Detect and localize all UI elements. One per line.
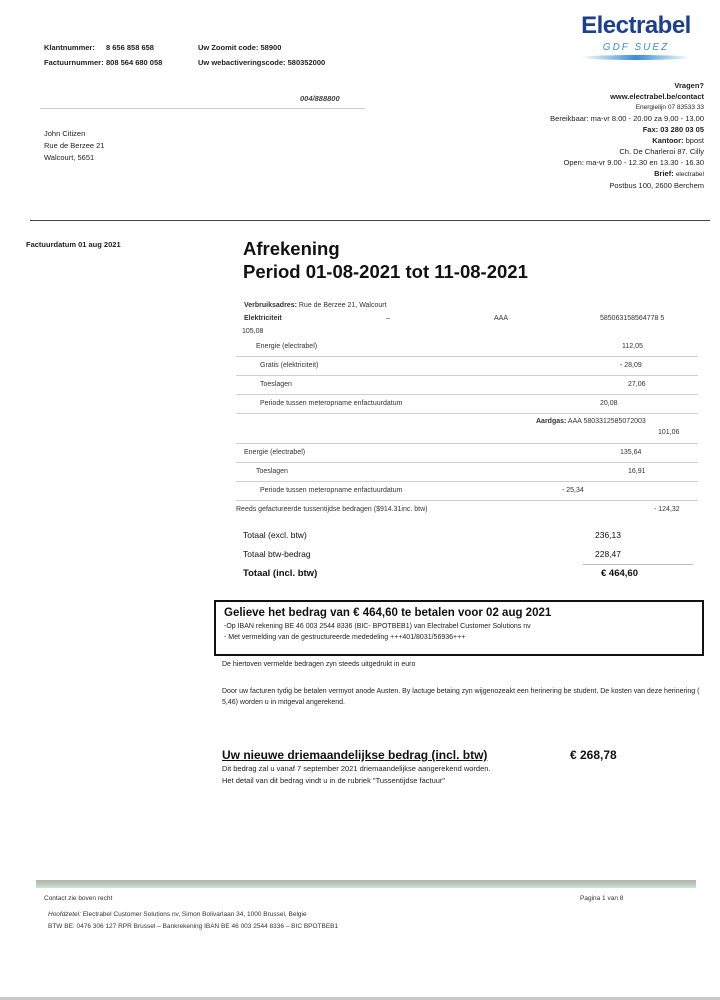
row-label: Reeds gefactureerde tussentijdse bedragen ($914.31inc. btw) <box>236 506 428 513</box>
row-label: Gratis (elektriciteit) <box>260 362 319 369</box>
bereikbaar: Bereikbaar: ma-vr 8.00 - 20.00 za 9.00 - 13.00 <box>550 114 704 123</box>
elec-label: Elektriciteit <box>244 315 282 322</box>
euro-note: De hiertoven vermelde bedragen zyn steeds uitgedrukt in euro <box>222 661 416 668</box>
footer-bar <box>36 880 696 888</box>
invoice-title <box>243 237 528 283</box>
divider <box>40 108 365 109</box>
row-label: Periode tussen meteropname enfactuurdatum <box>260 400 403 407</box>
btw-bank-info: BTW BE: 0476 306 127 RPR Brussel – Bankrekening IBAN BE 46 003 2544 8336 – BIC BPOTBEB1 <box>48 923 339 930</box>
recipient-city: Walcourt, 5651 <box>44 153 95 162</box>
gas-code: AAA <box>567 418 582 425</box>
line-items <box>236 300 698 520</box>
row-value: - 28,09 <box>620 362 642 369</box>
row-value: 27,06 <box>628 381 646 388</box>
klantnummer-label: Klantnummer: <box>44 43 95 52</box>
payment-reference: - Met vermelding van de gestructureerde mededeling +++401/8031/56936+++ <box>224 634 466 641</box>
elec-code: AAA <box>494 315 509 322</box>
table-row <box>236 395 698 414</box>
recipient-name: John Citizen <box>44 129 86 138</box>
logo-brand: Electrabel <box>581 12 691 39</box>
webactivering-label: Uw webactiveringscode: <box>198 58 286 67</box>
total-incl-value: € 464,60 <box>601 568 638 579</box>
page-number: Pagina 1 van 8 <box>580 895 624 902</box>
row-label: Toeslagen <box>256 468 288 475</box>
fax: Fax: 03 280 03 05 <box>642 125 704 134</box>
row-label: Periode tussen meteropname enfactuurdatum <box>260 487 403 494</box>
contact-block <box>484 80 704 191</box>
row-label: Toeslagen <box>260 381 292 388</box>
kantoor-label: Kantoor: <box>652 136 684 145</box>
page-title: Afrekening <box>243 238 340 259</box>
energielijn: Energielijn 07 83533 33 <box>635 104 704 111</box>
zoomit-label: Uw Zoomit code: <box>198 43 259 52</box>
reminder-note: Door uw facturen tydig be betalen vermyot anode Austen. By lactuge betaing zyn wijgenozeakt een herinering be student. De kosten van deze herinering ( 5,46) worden u in mitgeval angerekend. <box>222 688 700 706</box>
total-btw-row <box>243 545 693 564</box>
gas-ean: 5803312585072003 <box>583 418 646 425</box>
new-quarterly-amount <box>222 748 632 787</box>
table-row <box>236 463 698 482</box>
postbus: Postbus 100, 2600 Berchem <box>609 181 704 190</box>
kantoor: bpost <box>685 136 704 145</box>
total-btw-value: 228,47 <box>595 549 621 559</box>
factuurnummer-value: 808 564 680 058 <box>106 58 163 67</box>
new-amount-line2: Het detail van dit bedrag vindt u in de rubriek "Tussentijdse factuur" <box>222 776 446 785</box>
new-amount-heading: Uw nieuwe driemaandelijkse bedrag (incl. btw) <box>222 748 488 762</box>
total-excl-value: 236,13 <box>595 530 621 540</box>
total-incl-row <box>243 564 693 583</box>
zoomit-value: 58900 <box>260 43 282 52</box>
recipient-address <box>44 128 104 164</box>
klantnummer-value: 8 656 858 658 <box>106 43 154 52</box>
divider <box>30 220 710 221</box>
table-row <box>236 376 698 395</box>
logo-sub: GDF SUEZ <box>602 42 670 53</box>
account-ids <box>44 40 325 70</box>
brief-label: Brief: <box>654 169 674 178</box>
payment-iban: -Op IBAN rekening BE 46 003 2544 8336 (BIC- BPOTBEB1) van Electrabel Customer Solutions nv <box>224 623 531 630</box>
gas-label: Aardgas: <box>536 418 567 425</box>
table-row <box>236 482 698 501</box>
table-row <box>236 338 698 357</box>
reference-number: 004/888800 <box>300 94 340 103</box>
new-amount-line1: Dit bedrag zal u vanaf 7 september 2021 driemaandelijkse aangerekend worden. <box>222 764 491 773</box>
totals <box>243 526 693 583</box>
gas-header <box>236 414 698 444</box>
table-row <box>236 501 698 520</box>
payment-instructions <box>214 600 704 656</box>
payment-heading: Gelieve het bedrag van € 464,60 te betalen voor 02 aug 2021 <box>224 607 552 619</box>
elec-ean: 585063158564778 5 <box>600 315 665 322</box>
recipient-street: Rue de Berzee 21 <box>44 141 105 150</box>
table-row <box>236 444 698 463</box>
total-incl-label: Totaal (incl. btw) <box>243 568 318 579</box>
invoice-period: Period 01-08-2021 tot 11-08-2021 <box>243 261 528 282</box>
total-excl-row <box>243 526 693 545</box>
total-excl-label: Totaal (excl. btw) <box>243 530 307 540</box>
factuurnummer-label: Factuurnummer: <box>44 58 104 67</box>
new-amount-value: € 268,78 <box>570 748 617 762</box>
invoice-date: Factuurdatum 01 aug 2021 <box>26 240 121 249</box>
total-btw-label: Totaal btw-bedrag <box>243 549 311 559</box>
website: www.electrabel.be/contact <box>610 92 704 101</box>
opening-hours: Open: ma-vr 9.00 - 12.30 en 13.30 - 16.30 <box>563 158 704 167</box>
footer-legal <box>48 909 338 933</box>
logo-swoosh-icon <box>581 55 691 60</box>
row-value: - 124,32 <box>654 506 680 513</box>
verbruiksadres-label: Verbruiksadres: <box>244 302 297 309</box>
footer-contact: Contact zie boven recht <box>44 895 113 902</box>
elec-subtotal: 105,08 <box>242 328 264 335</box>
row-value: 16,91 <box>628 468 646 475</box>
verbruiksadres: Rue de Berzee 21, Walcourt <box>298 302 387 309</box>
row-label: Energie (electrabel) <box>256 343 318 350</box>
vragen: Vragen? <box>674 81 704 90</box>
row-value: 20,08 <box>600 400 618 407</box>
elec-dash: – <box>386 315 390 322</box>
table-row <box>236 357 698 376</box>
kantoor-address: Ch. De Charleroi 87. Cilly <box>619 147 704 156</box>
hoofdzetel: Electrabel Customer Solutions nv, Simon Bolivarlaan 34, 1000 Brussel, Belgie <box>82 911 307 918</box>
hoofdzetel-label: Hoofdzetel: <box>48 911 81 918</box>
gas-subtotal: 101,06 <box>658 429 680 436</box>
brief: electrabel <box>675 171 704 178</box>
electrabel-logo <box>566 12 706 60</box>
row-value: - 25,34 <box>562 487 584 494</box>
row-value: 135,64 <box>620 449 642 456</box>
row-value: 112,05 <box>622 343 643 350</box>
row-label: Energie (electrabel) <box>244 449 306 456</box>
webactivering-value: 580352000 <box>287 58 326 67</box>
